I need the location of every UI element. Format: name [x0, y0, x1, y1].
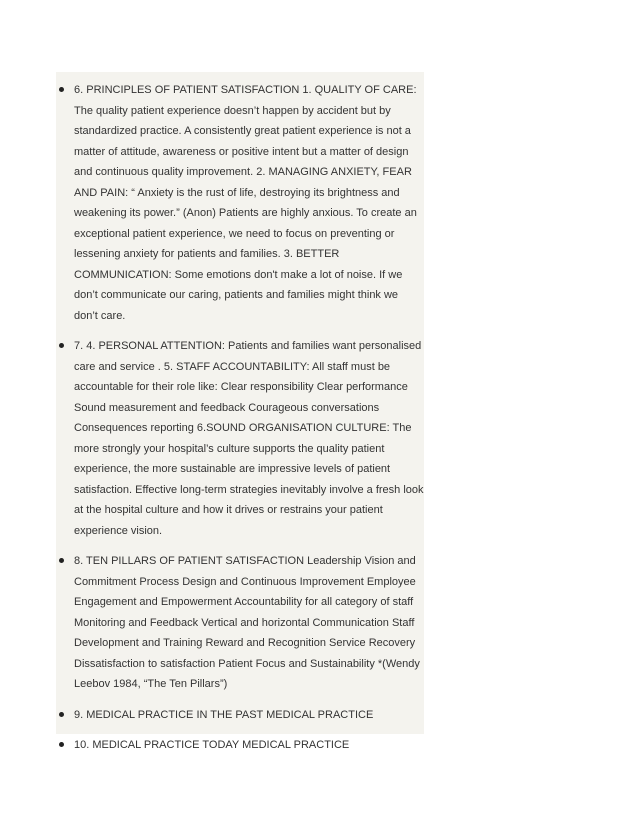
list-item-text: 6. PRINCIPLES OF PATIENT SATISFACTION 1. QUALITY OF CARE: The quality patient experience doesn’t happen by accident but by standardized practice. A consistently great patient experience is not a matter of attitude, awareness or positive intent but a matter of design and continuous quality improvement. 2. MANAGING ANXIETY, FEAR AND PAIN: “ Anxiety is the rust of life, destroying its brightness and weakening its power.” (Anon) Patients are highly anxious. To create an exceptional patient experience, we need to focus on preventing or lessening anxiety for patients and families. 3. BETTER COMMUNICATION: Some emotions don't make a lot of noise. If we don’t communicate our caring, patients and families might think we don’t care.: [74, 84, 417, 322]
bullet-icon: [59, 558, 64, 563]
list-item-text: 7. 4. PERSONAL ATTENTION: Patients and families want personalised care and service . 5. STAFF ACCOUNTABILITY: All staff must be accountable for their role like: Clear responsibility Clear performance Sound measurement and feedback Courageous conversations Consequences reporting 6.SOUND ORGANISATION CULTURE: The more strongly your hospital’s culture supports the quality patient experience, the more sustainable are impressive levels of patient satisfaction. Effective long-term strategies inevitably involve a fresh look at the hospital culture and how it drives or restrains your patient experience vision.: [74, 340, 424, 537]
bullet-list: [56, 80, 424, 766]
list-item-text: 10. MEDICAL PRACTICE TODAY MEDICAL PRACTICE: [74, 739, 350, 751]
bullet-icon: [59, 712, 64, 717]
list-item: [56, 705, 424, 726]
bullet-icon: [59, 87, 64, 92]
list-item: [56, 336, 424, 541]
list-item: [56, 735, 424, 756]
bullet-icon: [59, 343, 64, 348]
list-item: [56, 551, 424, 695]
list-item-text: 8. TEN PILLARS OF PATIENT SATISFACTION Leadership Vision and Commitment Process Design and Continuous Improvement Employee Engagement and Empowerment Accountability for all category of staff Monitoring and Feedback Vertical and horizontal Communication Staff Development and Training Reward and Recognition Service Recovery Dissatisfaction to satisfaction Patient Focus and Sustainability *(Wendy Leebov 1984, “The Ten Pillars”): [74, 555, 420, 690]
list-item: [56, 80, 424, 326]
list-item-text: 9. MEDICAL PRACTICE IN THE PAST MEDICAL PRACTICE: [74, 708, 374, 721]
bullet-icon: [59, 742, 64, 747]
